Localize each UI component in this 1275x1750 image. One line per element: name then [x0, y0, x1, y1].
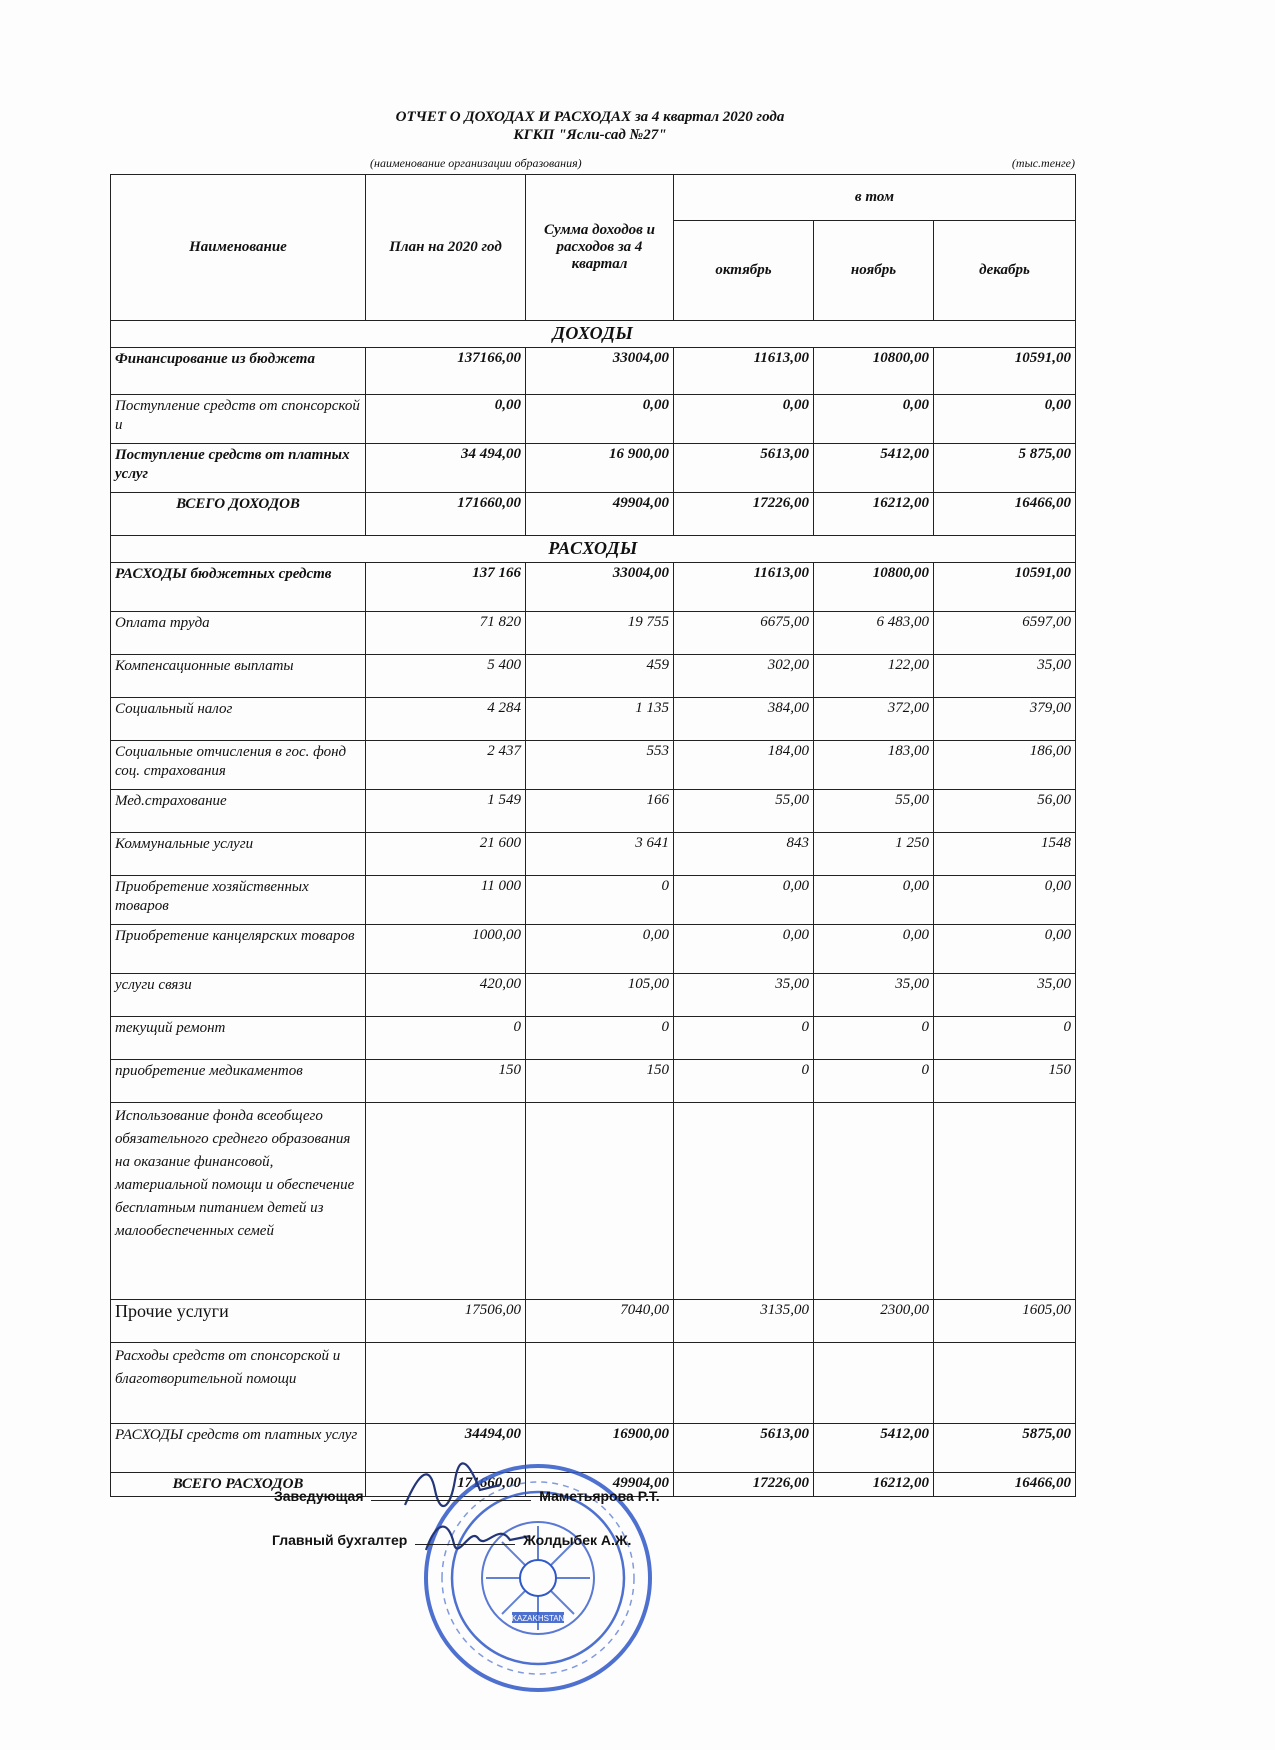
table-row — [111, 876, 1076, 925]
cell-nov: 0,00 — [814, 925, 934, 974]
row-name: Поступление средств от платных услуг — [111, 444, 366, 493]
cell-nov: 183,00 — [814, 741, 934, 790]
cell-sum: 166 — [526, 790, 674, 833]
cell-dec: 0 — [934, 1017, 1076, 1060]
cell-oct: 3135,00 — [674, 1300, 814, 1343]
row-name: Использование фонда всеобщего обязательного среднего образования на оказание финансовой, материальной помощи и обеспечение бесплатным питанием детей из малообеспеченных семей — [111, 1103, 366, 1300]
report-title — [110, 108, 1070, 144]
row-name: Расходы средств от спонсорской и благотворительной помощи — [111, 1343, 366, 1424]
accountant-label: Главный бухгалтер — [272, 1532, 408, 1548]
table-row — [111, 612, 1076, 655]
cell-oct: 11613,00 — [674, 563, 814, 612]
cell-oct: 384,00 — [674, 698, 814, 741]
total-income-row — [111, 493, 1076, 536]
cell-sum: 3 641 — [526, 833, 674, 876]
table-row — [111, 925, 1076, 974]
cell-oct: 11613,00 — [674, 348, 814, 395]
row-name: РАСХОДЫ средств от платных услуг — [111, 1424, 366, 1473]
row-name: Коммунальные услуги — [111, 833, 366, 876]
row-name: Поступление средств от спонсорской и — [111, 395, 366, 444]
cell-nov: 5412,00 — [814, 1424, 934, 1473]
cell-sum: 49904,00 — [526, 1473, 674, 1497]
cell-oct: 35,00 — [674, 974, 814, 1017]
cell-plan: 0 — [366, 1017, 526, 1060]
cell-plan: 21 600 — [366, 833, 526, 876]
cell-plan: 4 284 — [366, 698, 526, 741]
col-header-group: в том — [674, 175, 1076, 221]
cell-plan: 1000,00 — [366, 925, 526, 974]
cell-dec: 35,00 — [934, 655, 1076, 698]
cell-nov: 10800,00 — [814, 563, 934, 612]
cell-plan: 137166,00 — [366, 348, 526, 395]
cell-oct: 0 — [674, 1060, 814, 1103]
head-label: Заведующая — [274, 1488, 364, 1504]
cell-oct: 5613,00 — [674, 1424, 814, 1473]
table-row — [111, 790, 1076, 833]
cell-oct — [674, 1103, 814, 1300]
table-row — [111, 1300, 1076, 1343]
row-name: текущий ремонт — [111, 1017, 366, 1060]
cell-sum: 7040,00 — [526, 1300, 674, 1343]
cell-oct: 5613,00 — [674, 444, 814, 493]
table-row — [111, 395, 1076, 444]
col-header-nov: ноябрь — [814, 221, 934, 321]
cell-dec: 186,00 — [934, 741, 1076, 790]
cell-plan: 1 549 — [366, 790, 526, 833]
cell-sum: 16900,00 — [526, 1424, 674, 1473]
table-row — [111, 1103, 1076, 1300]
cell-sum: 33004,00 — [526, 563, 674, 612]
cell-sum — [526, 1103, 674, 1300]
table-row — [111, 698, 1076, 741]
cell-nov: 372,00 — [814, 698, 934, 741]
cell-sum: 0,00 — [526, 925, 674, 974]
table-row — [111, 655, 1076, 698]
table-row — [111, 563, 1076, 612]
cell-oct — [674, 1343, 814, 1424]
table-row — [111, 1060, 1076, 1103]
cell-sum: 150 — [526, 1060, 674, 1103]
table-row — [111, 833, 1076, 876]
cell-sum: 105,00 — [526, 974, 674, 1017]
cell-plan — [366, 1103, 526, 1300]
cell-dec: 379,00 — [934, 698, 1076, 741]
cell-nov: 16212,00 — [814, 1473, 934, 1497]
row-name: услуги связи — [111, 974, 366, 1017]
accountant-name: Жолдыбек А.Ж. — [523, 1532, 632, 1548]
cell-sum: 49904,00 — [526, 493, 674, 536]
cell-sum: 0,00 — [526, 395, 674, 444]
cell-oct: 6675,00 — [674, 612, 814, 655]
accountant-signature-line — [272, 1532, 631, 1548]
section-income: ДОХОДЫ — [111, 321, 1076, 348]
cell-plan: 11 000 — [366, 876, 526, 925]
cell-dec: 5 875,00 — [934, 444, 1076, 493]
cell-oct: 0,00 — [674, 876, 814, 925]
cell-nov: 10800,00 — [814, 348, 934, 395]
cell-nov: 5412,00 — [814, 444, 934, 493]
cell-sum: 16 900,00 — [526, 444, 674, 493]
cell-nov: 35,00 — [814, 974, 934, 1017]
org-name-hint: (наименование организации образования) — [370, 156, 582, 170]
cell-oct: 0 — [674, 1017, 814, 1060]
cell-dec — [934, 1103, 1076, 1300]
col-header-plan: План на 2020 год — [366, 175, 526, 321]
cell-plan: 0,00 — [366, 395, 526, 444]
cell-plan: 34494,00 — [366, 1424, 526, 1473]
cell-plan: 171660,00 — [366, 493, 526, 536]
cell-dec: 1605,00 — [934, 1300, 1076, 1343]
cell-plan: 420,00 — [366, 974, 526, 1017]
row-name: приобретение медикаментов — [111, 1060, 366, 1103]
cell-dec: 1548 — [934, 833, 1076, 876]
stamp-emblem-text: KAZAKHSTAN — [511, 1614, 565, 1623]
cell-plan: 137 166 — [366, 563, 526, 612]
cell-sum: 0 — [526, 876, 674, 925]
cell-sum: 553 — [526, 741, 674, 790]
row-name: Социальные отчисления в гос. фонд соц. страхования — [111, 741, 366, 790]
cell-dec: 10591,00 — [934, 563, 1076, 612]
cell-dec: 10591,00 — [934, 348, 1076, 395]
cell-oct: 17226,00 — [674, 1473, 814, 1497]
row-name: Оплата труда — [111, 612, 366, 655]
col-header-sum: Сумма доходов и расходов за 4 квартал — [526, 175, 674, 321]
row-name: ВСЕГО РАСХОДОВ — [111, 1473, 366, 1497]
cell-dec: 150 — [934, 1060, 1076, 1103]
row-name: ВСЕГО ДОХОДОВ — [111, 493, 366, 536]
cell-oct: 0,00 — [674, 395, 814, 444]
cell-plan: 17506,00 — [366, 1300, 526, 1343]
cell-dec: 6597,00 — [934, 612, 1076, 655]
cell-plan: 5 400 — [366, 655, 526, 698]
row-name: Прочие услуги — [111, 1300, 366, 1343]
cell-nov — [814, 1343, 934, 1424]
row-name: Социальный налог — [111, 698, 366, 741]
cell-dec — [934, 1343, 1076, 1424]
cell-sum: 0 — [526, 1017, 674, 1060]
cell-plan — [366, 1343, 526, 1424]
section-expense: РАСХОДЫ — [111, 536, 1076, 563]
cell-nov — [814, 1103, 934, 1300]
cell-nov: 1 250 — [814, 833, 934, 876]
report-table — [110, 174, 1076, 1497]
cell-sum: 33004,00 — [526, 348, 674, 395]
table-row — [111, 1017, 1076, 1060]
row-name: Приобретение канцелярских товаров — [111, 925, 366, 974]
cell-oct: 17226,00 — [674, 493, 814, 536]
table-row — [111, 348, 1076, 395]
unit-label: (тыс.тенге) — [1011, 156, 1075, 170]
cell-dec: 16466,00 — [934, 493, 1076, 536]
cell-nov: 0,00 — [814, 395, 934, 444]
title-line-2: КГКП "Ясли-сад №27" — [513, 127, 667, 143]
cell-sum: 19 755 — [526, 612, 674, 655]
cell-dec: 56,00 — [934, 790, 1076, 833]
row-name: Приобретение хозяйственных товаров — [111, 876, 366, 925]
cell-plan: 171660,00 — [366, 1473, 526, 1497]
cell-dec: 35,00 — [934, 974, 1076, 1017]
table-row — [111, 974, 1076, 1017]
title-line-1: ОТЧЕТ О ДОХОДАХ И РАСХОДАХ за 4 квартал 2020 года — [395, 109, 785, 125]
col-header-oct: октябрь — [674, 221, 814, 321]
cell-nov: 0 — [814, 1060, 934, 1103]
col-header-name: Наименование — [111, 175, 366, 321]
cell-dec: 0,00 — [934, 395, 1076, 444]
row-name: Финансирование из бюджета — [111, 348, 366, 395]
cell-nov: 0 — [814, 1017, 934, 1060]
cell-dec: 0,00 — [934, 876, 1076, 925]
cell-nov: 16212,00 — [814, 493, 934, 536]
cell-plan: 2 437 — [366, 741, 526, 790]
cell-nov: 55,00 — [814, 790, 934, 833]
cell-nov: 2300,00 — [814, 1300, 934, 1343]
cell-plan: 34 494,00 — [366, 444, 526, 493]
cell-dec: 0,00 — [934, 925, 1076, 974]
cell-sum — [526, 1343, 674, 1424]
cell-oct: 0,00 — [674, 925, 814, 974]
cell-nov: 0,00 — [814, 876, 934, 925]
cell-sum: 459 — [526, 655, 674, 698]
cell-sum: 1 135 — [526, 698, 674, 741]
row-name: РАСХОДЫ бюджетных средств — [111, 563, 366, 612]
cell-dec: 16466,00 — [934, 1473, 1076, 1497]
table-row — [111, 444, 1076, 493]
cell-oct: 302,00 — [674, 655, 814, 698]
head-signature-line — [274, 1488, 660, 1504]
row-name: Компенсационные выплаты — [111, 655, 366, 698]
table-row — [111, 1343, 1076, 1424]
cell-nov: 122,00 — [814, 655, 934, 698]
cell-nov: 6 483,00 — [814, 612, 934, 655]
head-name: Маметьярова Р.Т. — [539, 1488, 660, 1504]
cell-plan: 71 820 — [366, 612, 526, 655]
col-header-dec: декабрь — [934, 221, 1076, 321]
table-row — [111, 741, 1076, 790]
cell-plan: 150 — [366, 1060, 526, 1103]
row-name: Мед.страхование — [111, 790, 366, 833]
cell-oct: 843 — [674, 833, 814, 876]
cell-dec: 5875,00 — [934, 1424, 1076, 1473]
cell-oct: 184,00 — [674, 741, 814, 790]
cell-oct: 55,00 — [674, 790, 814, 833]
